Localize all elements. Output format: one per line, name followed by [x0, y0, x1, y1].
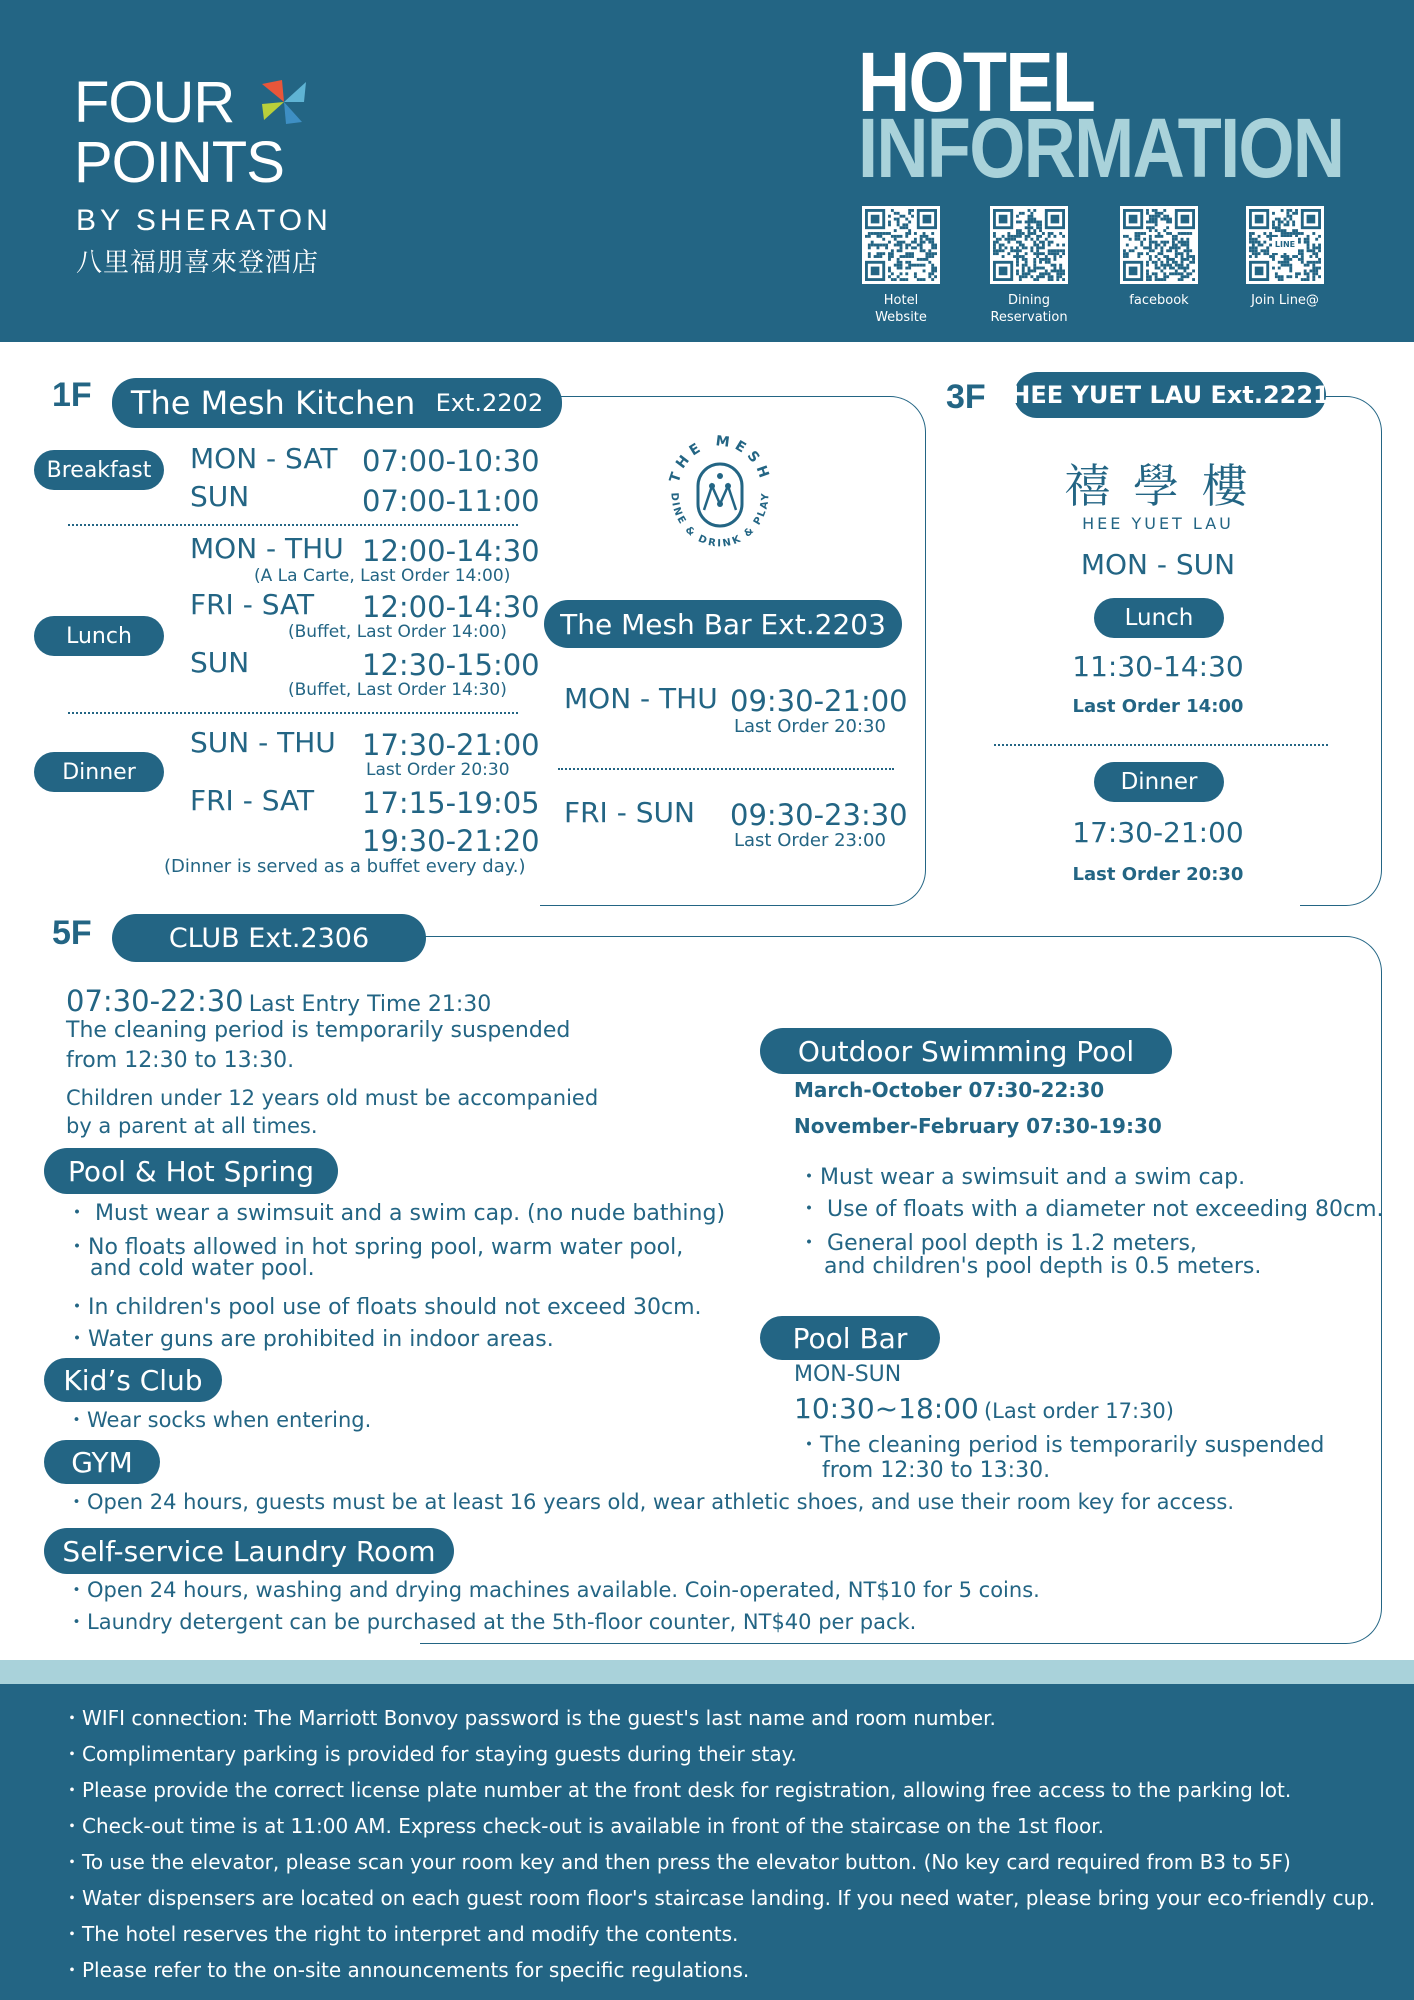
hyl-lunch-note: Last Order 14:00 [1072, 696, 1244, 717]
divider [68, 712, 518, 714]
hyl-frame [1300, 396, 1382, 906]
header [0, 0, 1414, 342]
line-badge: LINE [1272, 237, 1298, 253]
lunch-time-3: 12:30-15:00 [362, 648, 540, 682]
lunch-label: Lunch [34, 616, 164, 656]
svg-text:DINE & DRINK & PLAY [668, 492, 771, 549]
floor-5f: 5F [52, 914, 92, 952]
mesh-kitchen-title: The Mesh Kitchen Ext.2202 [112, 378, 562, 428]
bar-note-1: Last Order 20:30 [734, 716, 886, 737]
mesh-logo-bottom: DINE & DRINK & PLAY [668, 492, 772, 550]
dinner-time-1: 17:30-21:00 [362, 728, 540, 762]
hyl-logo-cn: 禧 學 樓 [1064, 459, 1252, 513]
breakfast-label: Breakfast [34, 450, 164, 490]
qr-line-icon[interactable] [1246, 206, 1324, 284]
bar-day-2: FRI - SUN [564, 796, 695, 829]
qr-label-line: Join Line@ [1251, 293, 1319, 308]
pool-bar-days: MON-SUN [794, 1362, 902, 1387]
pool-bar-title: Pool Bar [760, 1316, 940, 1360]
hyl-lunch-label: Lunch [1094, 598, 1224, 638]
hyl-lunch-time: 11:30-14:30 [1072, 650, 1244, 683]
lunch-time-1: 12:00-14:30 [362, 534, 540, 568]
pinwheel-logo-icon [258, 76, 310, 128]
notice-7: ・The hotel reserves the right to interpret and modify the contents. [62, 1922, 739, 1946]
phs-item-3: ・In children's pool use of floats should not exceed 30cm. [66, 1295, 702, 1320]
qr-label-facebook: facebook [1129, 293, 1189, 308]
dinner-day-1: SUN - THU [190, 726, 336, 759]
hyl-days: MON - SUN [1080, 548, 1236, 581]
club-cleaning-1: The cleaning period is temporarily suspended [66, 1018, 571, 1043]
dinner-note-1: Last Order 20:30 [366, 760, 510, 780]
hyl-dinner-note: Last Order 20:30 [1072, 864, 1244, 885]
lunch-day-3: SUN [190, 646, 250, 679]
club-children-1: Children under 12 years old must be accompanied [66, 1086, 599, 1110]
breakfast-day-1: MON - SAT [190, 442, 338, 475]
bar-time-1: 09:30-21:00 [730, 684, 908, 718]
floor-1f: 1F [52, 376, 92, 414]
the-mesh-logo-icon [660, 428, 780, 558]
qr-facebook-icon[interactable] [1120, 206, 1198, 284]
footer-notices [0, 1684, 1414, 2000]
outdoor-pool-season-1: March-October 07:30-22:30 [794, 1078, 1105, 1102]
lunch-day-1: MON - THU [190, 532, 344, 565]
op-item-2: ・ Use of floats with a diameter not exceeding 80cm. [798, 1197, 1384, 1222]
notice-6: ・Water dispensers are located on each guest room floor's staircase landing. If you need water, please bring your eco-friendly cup. [62, 1886, 1376, 1910]
divider [994, 744, 1328, 746]
phs-item-2: ・No floats allowed in hot spring pool, warm water pool, [66, 1235, 684, 1260]
kids-item-1: ・Wear socks when entering. [66, 1408, 372, 1432]
outdoor-pool-title: Outdoor Swimming Pool [760, 1028, 1172, 1074]
dinner-day-2: FRI - SAT [190, 784, 315, 817]
lunch-day-2: FRI - SAT [190, 588, 315, 621]
qr-hotel-website-icon[interactable] [862, 206, 940, 284]
breakfast-time-2: 07:00-11:00 [362, 484, 540, 518]
notice-3: ・Please provide the correct license plate number at the front desk for registration, allowing free access to the parking lot. [62, 1778, 1292, 1802]
lunch-time-2: 12:00-14:30 [362, 590, 540, 624]
op-item-1: ・Must wear a swimsuit and a swim cap. [798, 1165, 1246, 1190]
club-title: CLUB Ext.2306 [112, 914, 426, 962]
dinner-time-2: 17:15-19:05 [362, 786, 540, 820]
mesh-bar-title: The Mesh Bar Ext.2203 [544, 600, 902, 648]
title-hotel: HOTEL [858, 35, 1095, 129]
qr-label-dining-reservation: Dining Reservation [990, 293, 1068, 325]
notice-2: ・Complimentary parking is provided for staying guests during their stay. [62, 1742, 797, 1766]
notice-1: ・WIFI connection: The Marriott Bonvoy password is the guest's last name and room number. [62, 1706, 996, 1730]
hyl-dinner-label: Dinner [1094, 762, 1224, 802]
bar-note-2: Last Order 23:00 [734, 830, 886, 851]
qr-dining-reservation-icon[interactable] [990, 206, 1068, 284]
pool-hot-spring-title: Pool & Hot Spring [44, 1148, 338, 1194]
floor-3f: 3F [946, 378, 986, 416]
notice-5: ・To use the elevator, please scan your room key and then press the elevator button. (No key card required from B3 to 5F) [62, 1850, 1291, 1874]
brand-line2: POINTS [74, 130, 284, 195]
lunch-note-3: (Buffet, Last Order 14:30) [288, 680, 507, 700]
notice-4: ・Check-out time is at 11:00 AM. Express check-out is available in front of the staircase on the 1st floor. [62, 1814, 1105, 1838]
dinner-time-3: 19:30-21:20 [362, 824, 540, 858]
dinner-buffet-note: (Dinner is served as a buffet every day.) [164, 856, 526, 877]
bar-time-2: 09:30-23:30 [730, 798, 908, 832]
laundry-item-2: ・Laundry detergent can be purchased at the 5th-floor counter, NT$40 per pack. [66, 1610, 917, 1634]
bar-day-1: MON - THU [564, 682, 718, 715]
club-cleaning-2: from 12:30 to 13:30. [66, 1048, 295, 1073]
brand-chinese: 八里福朋喜來登酒店 [76, 248, 320, 278]
dinner-label: Dinner [34, 752, 164, 792]
pb-item-1: ・The cleaning period is temporarily suspended [798, 1433, 1325, 1458]
phs-item-4: ・Water guns are prohibited in indoor areas. [66, 1327, 554, 1352]
op-item-3b: and children's pool depth is 0.5 meters. [824, 1254, 1262, 1279]
gym-title: GYM [44, 1440, 160, 1484]
qr-label-hotel-website: Hotel Website [875, 293, 927, 325]
lunch-note-1: (A La Carte, Last Order 14:00) [254, 566, 511, 586]
title-information: INFORMATION [858, 101, 1344, 195]
brand-line1: FOUR [74, 70, 235, 135]
brand-by: BY SHERATON [76, 204, 332, 237]
club-hours-line: 07:30-22:30 Last Entry Time 21:30 [66, 984, 492, 1018]
hyl-logo-en: HEE YUET LAU [1082, 514, 1234, 533]
op-item-3: ・ General pool depth is 1.2 meters, [798, 1231, 1197, 1256]
club-children-2: by a parent at all times. [66, 1114, 318, 1138]
mesh-logo-top: THE MESH [666, 433, 774, 485]
gym-item-1: ・Open 24 hours, guests must be at least 16 years old, wear athletic shoes, and use their room key for access. [66, 1490, 1235, 1514]
kids-club-title: Kid’s Club [44, 1358, 222, 1402]
phs-item-1: ・ Must wear a swimsuit and a swim cap. (no nude bathing) [66, 1201, 726, 1226]
laundry-item-1: ・Open 24 hours, washing and drying machines available. Coin-operated, NT$10 for 5 coins. [66, 1578, 1040, 1602]
divider [558, 768, 894, 770]
breakfast-day-2: SUN [190, 480, 250, 513]
divider [68, 524, 518, 526]
pool-bar-hours-line: 10:30~18:00 (Last order 17:30) [794, 1392, 1174, 1425]
breakfast-time-1: 07:00-10:30 [362, 444, 540, 478]
outdoor-pool-season-2: November-February 07:30-19:30 [794, 1114, 1162, 1138]
lunch-note-2: (Buffet, Last Order 14:00) [288, 622, 507, 642]
laundry-title: Self-service Laundry Room [44, 1528, 454, 1574]
notice-8: ・Please refer to the on-site announcements for specific regulations. [62, 1958, 750, 1982]
hyl-dinner-time: 17:30-21:00 [1072, 816, 1244, 849]
hee-yuet-lau-title: HEE YUET LAU Ext.2221 [1014, 372, 1326, 418]
footer-band [0, 1660, 1414, 1684]
phs-item-2b: and cold water pool. [90, 1256, 315, 1281]
pb-item-1b: from 12:30 to 13:30. [822, 1458, 1051, 1483]
